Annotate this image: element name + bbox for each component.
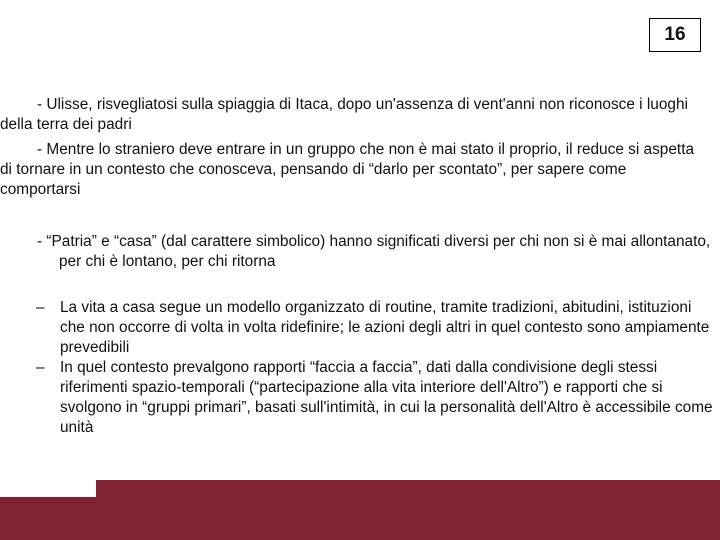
paragraph-straniero: - Mentre lo straniero deve entrare in un gruppo che non è mai stato il proprio, il reduce si aspetta di tornare in un contesto che conosceva, pensando di “darlo per scontato”, per sapere come comportarsi	[0, 141, 695, 198]
list-item-text: La vita a casa segue un modello organizzato di routine, tramite tradizioni, abitudini, istituzioni che non occorre di volta in volta ridefinire; le azioni degli altri in quel contesto sono ampiamente prevedibili	[60, 299, 710, 356]
paragraph-ulisse: - Ulisse, risvegliatosi sulla spiaggia di Itaca, dopo un'assenza di vent'anni non riconosce i luoghi della terra dei padri	[0, 96, 688, 133]
dash-bullet: –	[36, 359, 45, 376]
slide-number: 16	[649, 18, 701, 52]
dash-list	[36, 298, 720, 438]
footer-band	[0, 497, 720, 540]
paragraph-patria: - “Patria” e “casa” (dal carattere simbolico) hanno significati diversi per chi non si è mai allontanato, per chi è lontano, per chi ritorna	[37, 233, 711, 270]
dash-bullet: –	[36, 299, 45, 316]
list-item	[36, 298, 720, 358]
list-item	[36, 358, 720, 438]
list-item-text: In quel contesto prevalgono rapporti “faccia a faccia”, dati dalla condivisione degli stessi riferimenti spazio-temporali (“partecipazione alla vita interiore dell'Altro”) e rapporti che si svolgono in “gruppi primari”, basati sull'intimità, in cui la personalità dell'Altro è accessibile come unità	[60, 359, 713, 436]
